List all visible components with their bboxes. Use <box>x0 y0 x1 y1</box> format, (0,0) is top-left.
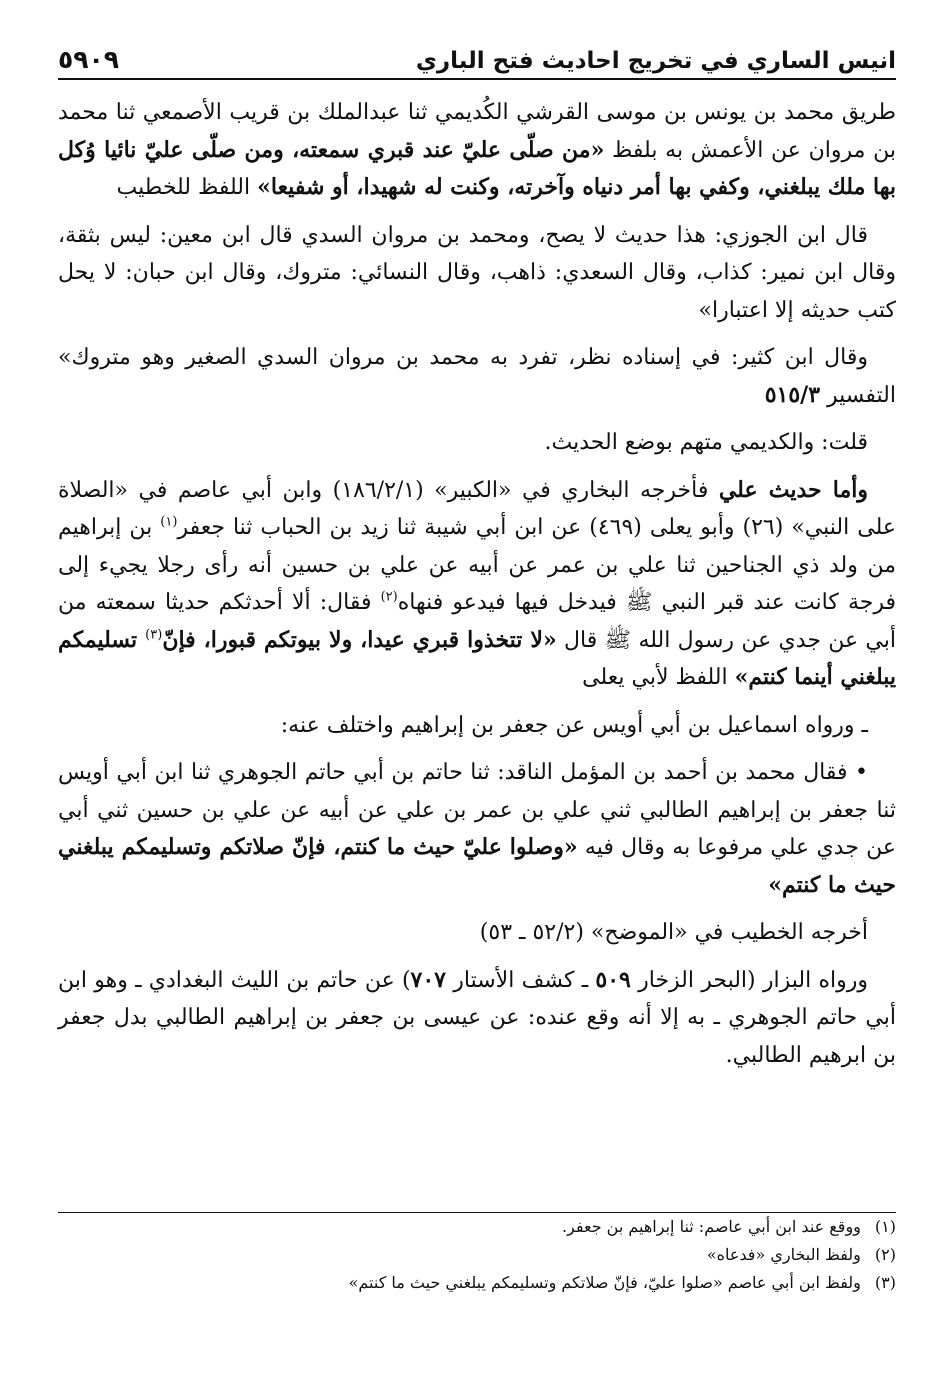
bold-text: ٥٠٩ <box>595 966 631 993</box>
bold-text: ٧٠٧ <box>410 966 446 993</box>
text-span: فأخرجه البخاري في «الكبير» (١٨٦/٢/١) وابن أبي عاصم في «الصلاة على النبي» (٢٦) وأبو يعلى (٤٦٩) عن ابن أبي شيبة ثنا زيد بن الحباب ثنا جعفر <box>58 477 896 540</box>
text-span: ـ كشف الأستار <box>446 967 596 993</box>
body-text <box>58 94 896 1074</box>
bold-text: «لا تتخذوا قبري عيدا، ولا بيوتكم قبورا، فإنّ <box>162 626 557 653</box>
footnote-text: ولفظ ابن أبي عاصم «صلوا عليّ، فإنّ صلاتكم وتسليمكم يبلغني حيث ما كنتم» <box>348 1273 861 1292</box>
text-span: • فقال محمد بن أحمد بن المؤمل الناقد: ثنا حاتم بن أبي حاتم الجوهري ثنا ابن أبي أويس ثنا جعفر بن إبراهيم الطالبي ثني علي بن عمر بن علي عن أبيه عن علي بن حسين ثني أبي عن جدي علي مرفوعا به وقال فيه <box>58 760 896 860</box>
text-span: ورواه البزار (البحر الزخار <box>630 967 868 993</box>
footnotes <box>58 1212 896 1297</box>
text-span: وقال ابن كثير: في إسناده نظر، تفرد به محمد بن مروان السدي الصغير وهو متروك» التفسير <box>58 345 896 408</box>
document-page <box>58 34 896 1084</box>
text-span: اللفظ لأبي يعلى <box>582 665 735 690</box>
bold-text: تسليمكم يبلغني أينما كنتم» <box>58 626 896 690</box>
paragraph <box>58 754 896 904</box>
paragraph <box>58 217 896 330</box>
paragraph <box>58 914 896 952</box>
footnote-number: (١) <box>874 1217 896 1236</box>
running-header <box>58 34 896 80</box>
text-span: ـ ورواه اسماعيل بن أبي أويس عن جعفر بن إبراهيم واختلف عنه: <box>280 712 868 738</box>
paragraph <box>58 339 896 414</box>
footnote-number: (٣) <box>874 1273 896 1292</box>
bold-text: «من صلّى عليّ عند قبري سمعته، ومن صلّى عليّ نائيا وُكل بها ملك يبلغني، وكفي بها أمر دنياه وآخرته، وكنت له شهيدا، أو شفيعا» <box>58 136 896 200</box>
footnote <box>58 1213 896 1241</box>
text-span: اللفظ للخطيب <box>116 175 258 200</box>
bold-text: «وصلوا عليّ حيث ما كنتم، فإنّ صلاتكم وتسليمكم يبلغني حيث ما كنتم» <box>58 834 896 898</box>
text-span: فقال: ألا أحدثكم حديثا سمعته من أبي عن جدي عن رسول الله ﷺ قال <box>58 590 897 653</box>
footnote-marker: (٢) <box>380 589 398 605</box>
bold-text: وأما حديث علي <box>718 476 868 503</box>
book-title: انيس الساري في تخريج احاديث فتح الباري <box>415 48 896 74</box>
paragraph <box>58 424 896 462</box>
text-span: ) عن حاتم بن الليث البغدادي ـ وهو ابن أبي حاتم الجوهري ـ به إلا أنه وقع عنده: عن عيسى بن جعفر بن إبراهيم الطالبي بدل جعفر بن ابرهيم الطالبي. <box>58 967 896 1068</box>
footnote-marker: (٣) <box>145 627 163 643</box>
text-span: أخرجه الخطيب في «الموضح» (٥٢/٢ ـ ٥٣) <box>479 920 868 945</box>
text-span: قال ابن الجوزي: هذا حديث لا يصح، ومحمد بن مروان السدي قال ابن معين: ليس بثقة، وقال ابن نمير: كذاب، وقال السعدي: ذاهب، وقال النسائي: متروك، وقال ابن حبان: لا يحل كتب حديثه إلا اعتبارا» <box>58 222 896 323</box>
page-number: ٥٩٠٩ <box>58 45 120 74</box>
footnote-number: (٢) <box>874 1245 896 1264</box>
footnote-text: ووقع عند ابن أبي عاصم: ثنا إبراهيم بن جعفر. <box>561 1217 861 1236</box>
text-span: بن إبراهيم من ولد ذي الجناحين ثنا علي بن عمر عن أبيه عن علي بن حسين أنه رأى رجلا يجيء إلى فرجة كانت عند قبر النبي ﷺ فيدخل فيها فيدعو فنهاه <box>58 515 896 615</box>
text-span: طريق محمد بن يونس بن موسى القرشي الكُديمي ثنا عبدالملك بن قريب الأصمعي ثنا محمد بن مروان عن الأعمش به بلفظ <box>58 100 896 163</box>
footnote-marker: (١) <box>160 514 178 530</box>
footnote <box>58 1269 896 1297</box>
text-span: قلت: والكديمي متهم بوضع الحديث. <box>544 430 868 455</box>
paragraph <box>58 94 896 207</box>
paragraph <box>58 472 896 697</box>
footnote <box>58 1241 896 1269</box>
bold-text: ٥١٥/٣ <box>764 381 821 408</box>
paragraph <box>58 707 896 745</box>
footnote-text: ولفظ البخاري «فدعاه» <box>706 1245 861 1264</box>
paragraph <box>58 962 896 1075</box>
